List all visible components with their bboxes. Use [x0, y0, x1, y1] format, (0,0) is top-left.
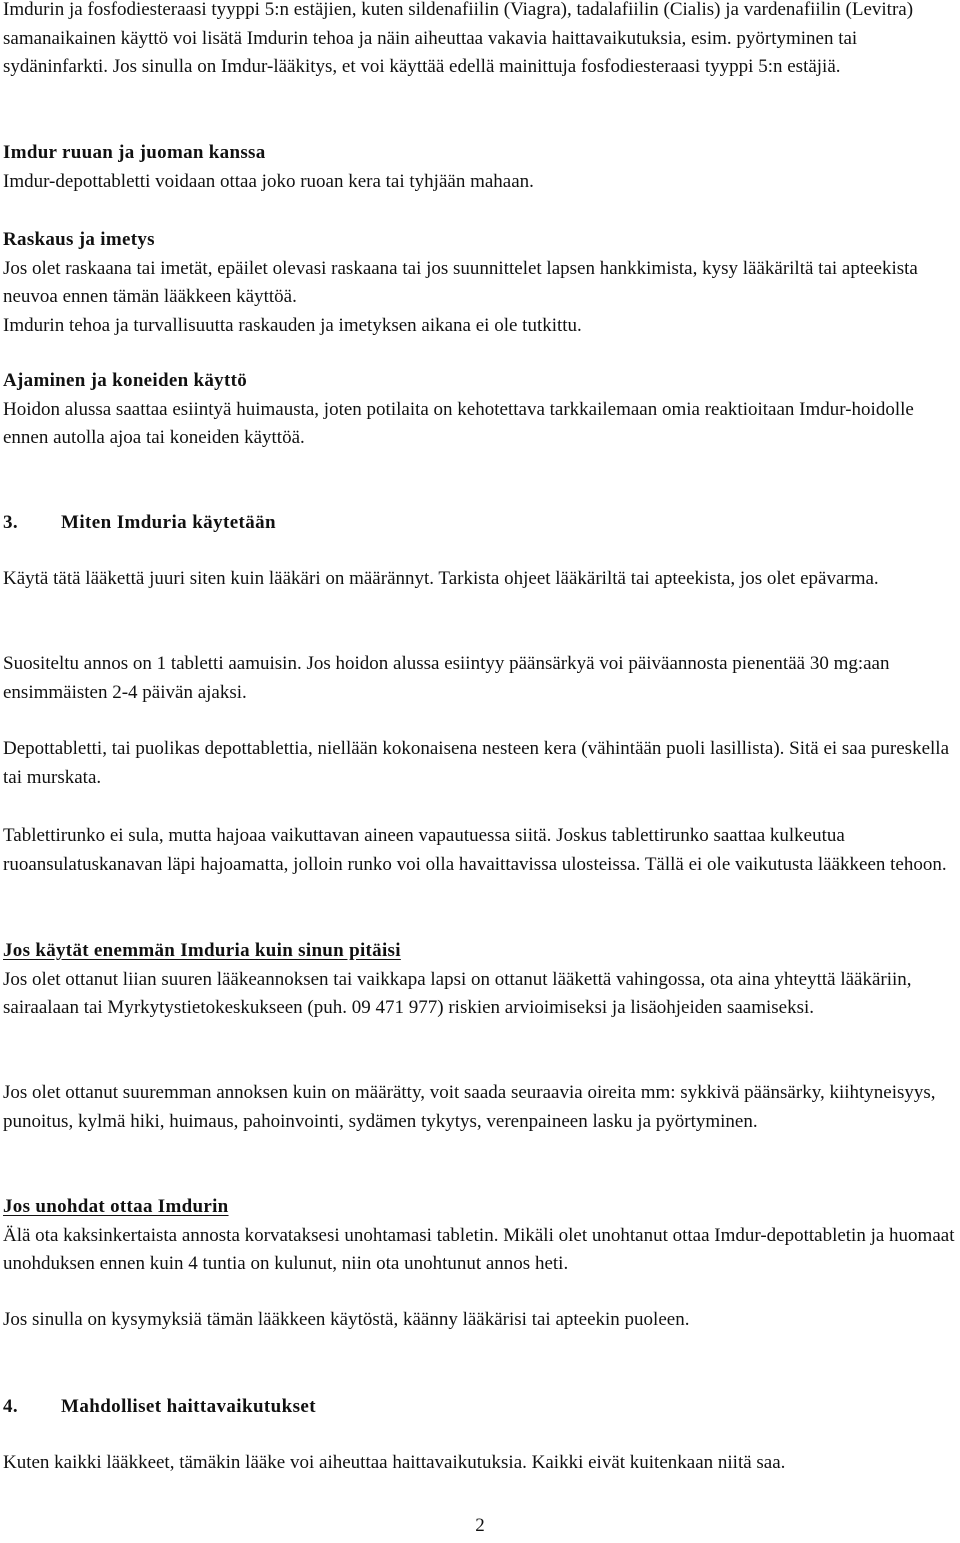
- section-3-paragraph-3: [3, 735, 958, 792]
- forgot-section: [3, 1193, 958, 1279]
- driving-section: [3, 367, 958, 453]
- section-3-title: Miten Imduria käytetään: [61, 512, 277, 533]
- intro-text: Imdurin ja fosfodiesteraasi tyyppi 5:n estäjien, kuten sildenafiilin (Viagra), tadalafiilin (Cialis) ja vardenafiilin (Levitra) samanaikainen käyttö voi lisätä Imdurin tehoa ja näin aiheuttaa vakavia haittavaikutuksia, esim. pyörtyminen tai sydäninfarkti. Jos sinulla on Imdur-lääkitys, et voi käyttää edellä mainittuja fosfodiesteraasi tyyppi 5:n estäjiä.: [3, 0, 914, 77]
- driving-heading: Ajaminen ja koneiden käyttö: [3, 370, 248, 391]
- forgot-text-1: Älä ota kaksinkertaista annosta korvataksesi unohtamasi tabletin. Mikäli olet unohtanut ottaa Imdur-depottabletin ja huomaat unohduksen ennen kuin 4 tuntia on kulunut, niin ota unohtunut annos heti.: [3, 1224, 955, 1274]
- food-section: [3, 139, 958, 196]
- food-text: Imdur-depottabletti voidaan ottaa joko ruoan kera tai tyhjään mahaan.: [3, 170, 534, 192]
- pregnancy-text: Jos olet raskaana tai imetät, epäilet olevasi raskaana tai jos suunnittelet lapsen hankkimista, kysy lääkäriltä tai apteekista neuvoa ennen tämän lääkkeen käyttöä.: [3, 257, 918, 307]
- section-3-text-4: Tablettirunko ei sula, mutta hajoaa vaikuttavan aineen vapautuessa siitä. Joskus tablettirunko saattaa kulkeutua ruoansulatuskanavan läpi hajoamatta, jolloin runko voi olla havaittavissa ulosteissa. Tällä ei ole vaikutusta lääkkeen tehoon.: [3, 825, 947, 875]
- section-3-paragraph-4: [3, 822, 958, 879]
- section-3-number: 3.: [3, 512, 19, 533]
- driving-text: Hoidon alussa saattaa esiintyä huimausta, joten potilaita on kehotettava tarkkailemaan omia reaktioitaan Imdur-hoidolle ennen autolla ajoa tai koneiden käyttöä.: [3, 398, 914, 448]
- section-4-title: Mahdolliset haittavaikutukset: [61, 1396, 316, 1417]
- forgot-paragraph-2: [3, 1306, 958, 1335]
- overdose-paragraph-2: [3, 1079, 958, 1136]
- overdose-heading: Jos käytät enemmän Imduria kuin sinun pitäisi: [3, 940, 401, 961]
- pregnancy-heading: Raskaus ja imetys: [3, 229, 155, 250]
- forgot-heading: Jos unohdat ottaa Imdurin: [3, 1196, 229, 1217]
- pregnancy-text-2: Imdurin tehoa ja turvallisuutta raskauden ja imetyksen aikana ei ole tutkittu.: [3, 314, 582, 336]
- overdose-section: [3, 937, 958, 1023]
- pregnancy-section: [3, 226, 958, 340]
- forgot-text-2: Jos sinulla on kysymyksiä tämän lääkkeen käytöstä, käänny lääkärisi tai apteekin puoleen.: [3, 1309, 690, 1330]
- section-4-number: 4.: [3, 1396, 19, 1417]
- section-3-text-1: Käytä tätä lääkettä juuri siten kuin lääkäri on määrännyt. Tarkista ohjeet lääkäriltä tai apteekista, jos olet epävarma.: [3, 568, 879, 589]
- overdose-text-2: Jos olet ottanut suuremman annoksen kuin on määrätty, voit saada seuraavia oireita mm: sykkivä päänsärky, kiihtyneisyys, punoitus, kylmä hiki, huimaus, pahoinvointi, sydämen tykytys, verenpaineen lasku ja pyörtyminen.: [3, 1082, 936, 1132]
- section-3-text-3: Depottabletti, tai puolikas depottablettia, niellään kokonaisena nesteen kera (vähintään puoli lasillista). Sitä ei saa pureskella tai murskata.: [3, 738, 950, 788]
- section-4-text-1: Kuten kaikki lääkkeet, tämäkin lääke voi aiheuttaa haittavaikutuksia. Kaikki eivät kuitenkaan niitä saa.: [3, 1452, 786, 1473]
- section-3-text-2: Suositeltu annos on 1 tabletti aamuisin. Jos hoidon alussa esiintyy päänsärkyä voi päiväannosta pienentää 30 mg:aan ensimmäisten 2-4 päivän ajaksi.: [3, 653, 890, 703]
- section-4-paragraph-1: [3, 1449, 958, 1478]
- page-number: 2: [475, 1515, 485, 1536]
- section-3-paragraph-2: [3, 650, 958, 707]
- overdose-text-1: Jos olet ottanut liian suuren lääkeannoksen tai vaikkapa lapsi on ottanut lääkettä vahingossa, ota aina yhteyttä lääkäriin, sairaalaan tai Myrkytystietokeskukseen (puh. 09 471 977) riskien arvioimiseksi ja lisäohjeiden saamiseksi.: [3, 968, 912, 1018]
- section-3-paragraph-1: [3, 565, 958, 594]
- section-3-heading: [3, 509, 958, 538]
- food-heading: Imdur ruuan ja juoman kanssa: [3, 142, 266, 163]
- section-4-heading: [3, 1393, 958, 1422]
- intro-paragraph: [3, 0, 958, 82]
